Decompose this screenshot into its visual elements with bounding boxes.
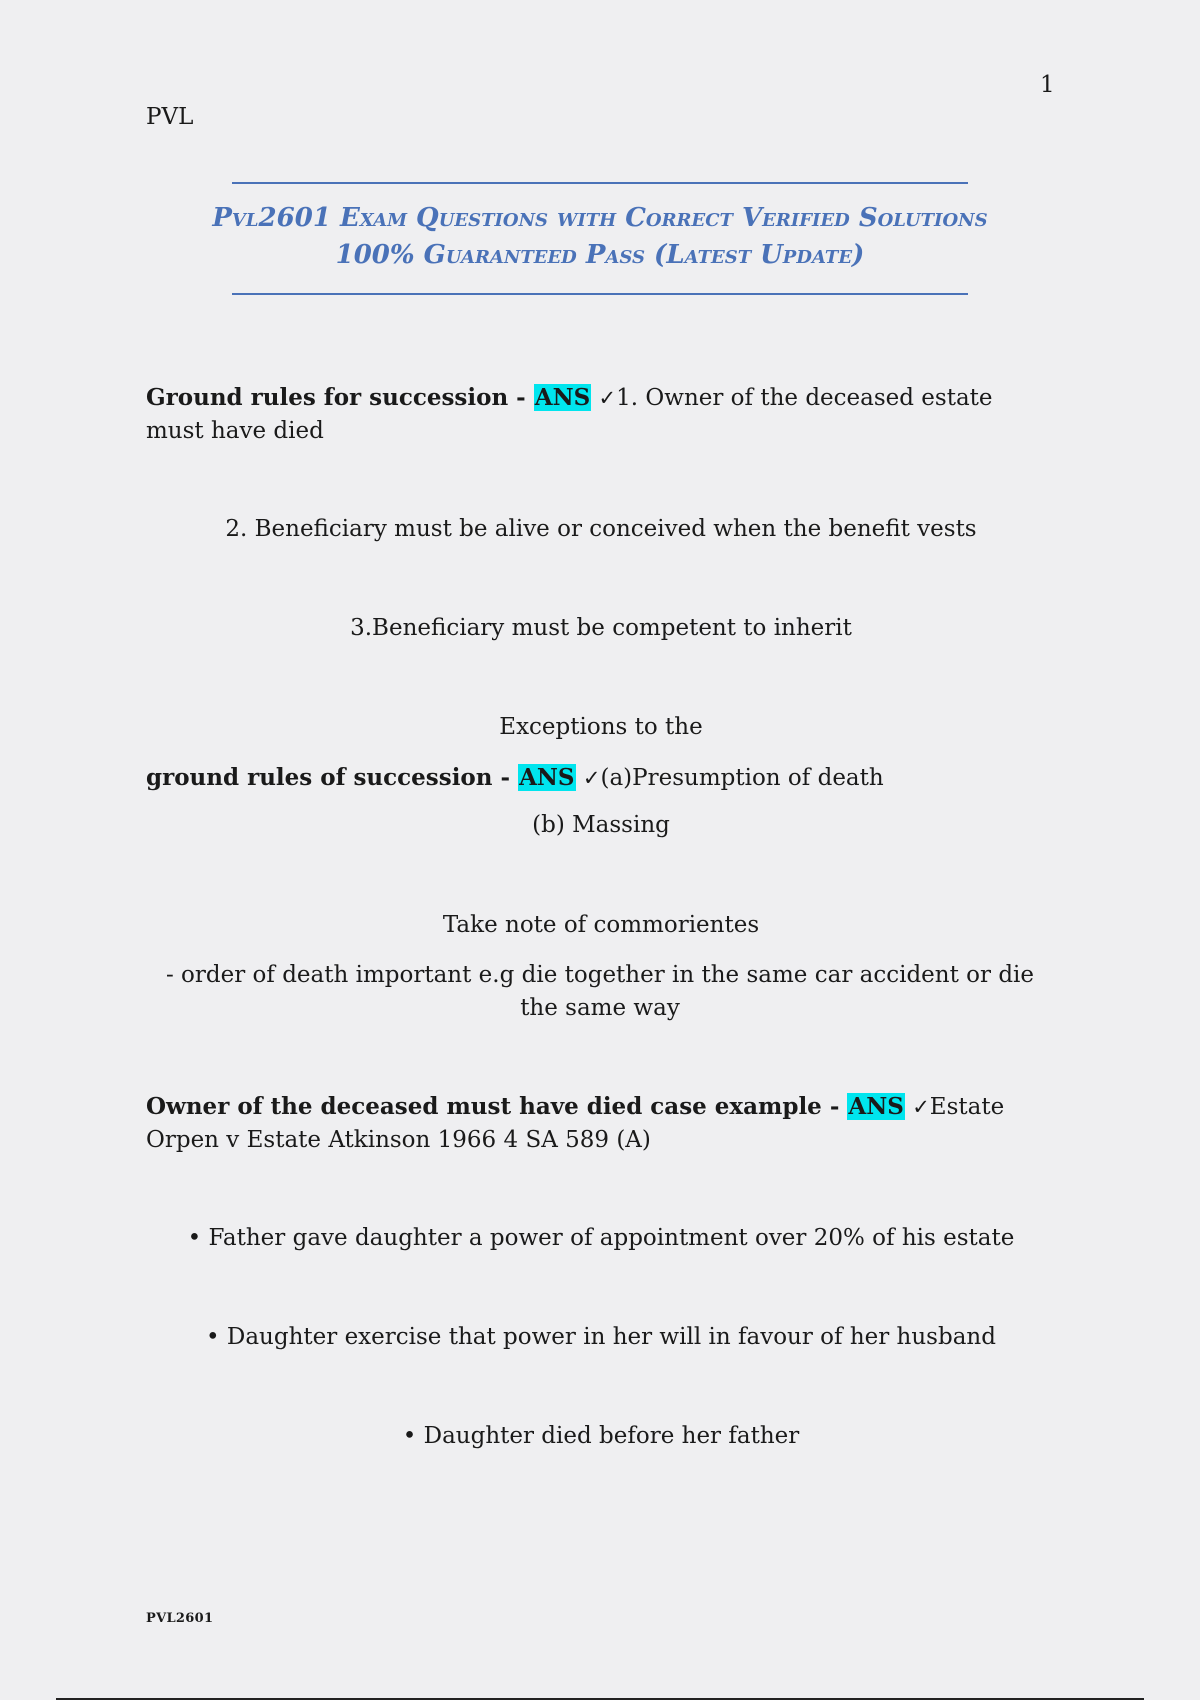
question-3 bbox=[146, 1090, 1056, 1157]
ans-highlight: ANS bbox=[534, 384, 591, 411]
ans-highlight: ANS bbox=[519, 764, 575, 791]
question-1-text: Ground rules for succession - bbox=[146, 384, 534, 411]
question-2-text: ground rules of succession - bbox=[146, 764, 519, 791]
point-3: 3.Beneficiary must be competent to inherit bbox=[350, 615, 852, 641]
check-icon: ✓ bbox=[582, 766, 601, 790]
list-item: • Daughter exercise that power in her will in favour of her husband bbox=[206, 1324, 996, 1350]
question-2 bbox=[146, 761, 1056, 795]
page-number: 1 bbox=[1040, 72, 1055, 98]
question-1-answer: 1. Owner of the deceased estate must have died bbox=[146, 385, 993, 444]
title-line-1: Pvl2601 Exam Questions with Correct Verified Solutions bbox=[212, 203, 988, 233]
point-2: 2. Beneficiary must be alive or conceived when the benefit vests bbox=[225, 516, 977, 542]
title-line-2: 100% Guaranteed Pass (Latest Update) bbox=[335, 240, 865, 270]
document-title bbox=[200, 200, 1000, 274]
commorientes-detail: - order of death important e.g die together in the same car accident or die the same way bbox=[165, 962, 1035, 1021]
point-b: (b) Massing bbox=[532, 812, 670, 838]
list-item: • Father gave daughter a power of appointment over 20% of his estate bbox=[187, 1225, 1015, 1251]
question-2-answer: (a)Presumption of death bbox=[600, 765, 884, 791]
commorientes-note: Take note of commorientes bbox=[442, 912, 760, 938]
question-1 bbox=[146, 381, 1056, 448]
check-icon: ✓ bbox=[912, 1095, 930, 1119]
title-bottom-rule bbox=[232, 293, 968, 295]
list-item: • Daughter died before her father bbox=[402, 1423, 800, 1449]
question-2-intro: Exceptions to the bbox=[499, 714, 703, 740]
check-icon: ✓ bbox=[598, 386, 617, 410]
running-head: PVL bbox=[146, 104, 194, 130]
question-3-answer: Estate Orpen v Estate Atkinson 1966 4 SA 589 (A) bbox=[146, 1094, 1005, 1153]
footer-code: PVL2601 bbox=[146, 1611, 214, 1626]
question-3-text: Owner of the deceased must have died case example - bbox=[146, 1093, 848, 1120]
ans-highlight: ANS bbox=[848, 1093, 904, 1120]
title-top-rule bbox=[232, 182, 968, 184]
